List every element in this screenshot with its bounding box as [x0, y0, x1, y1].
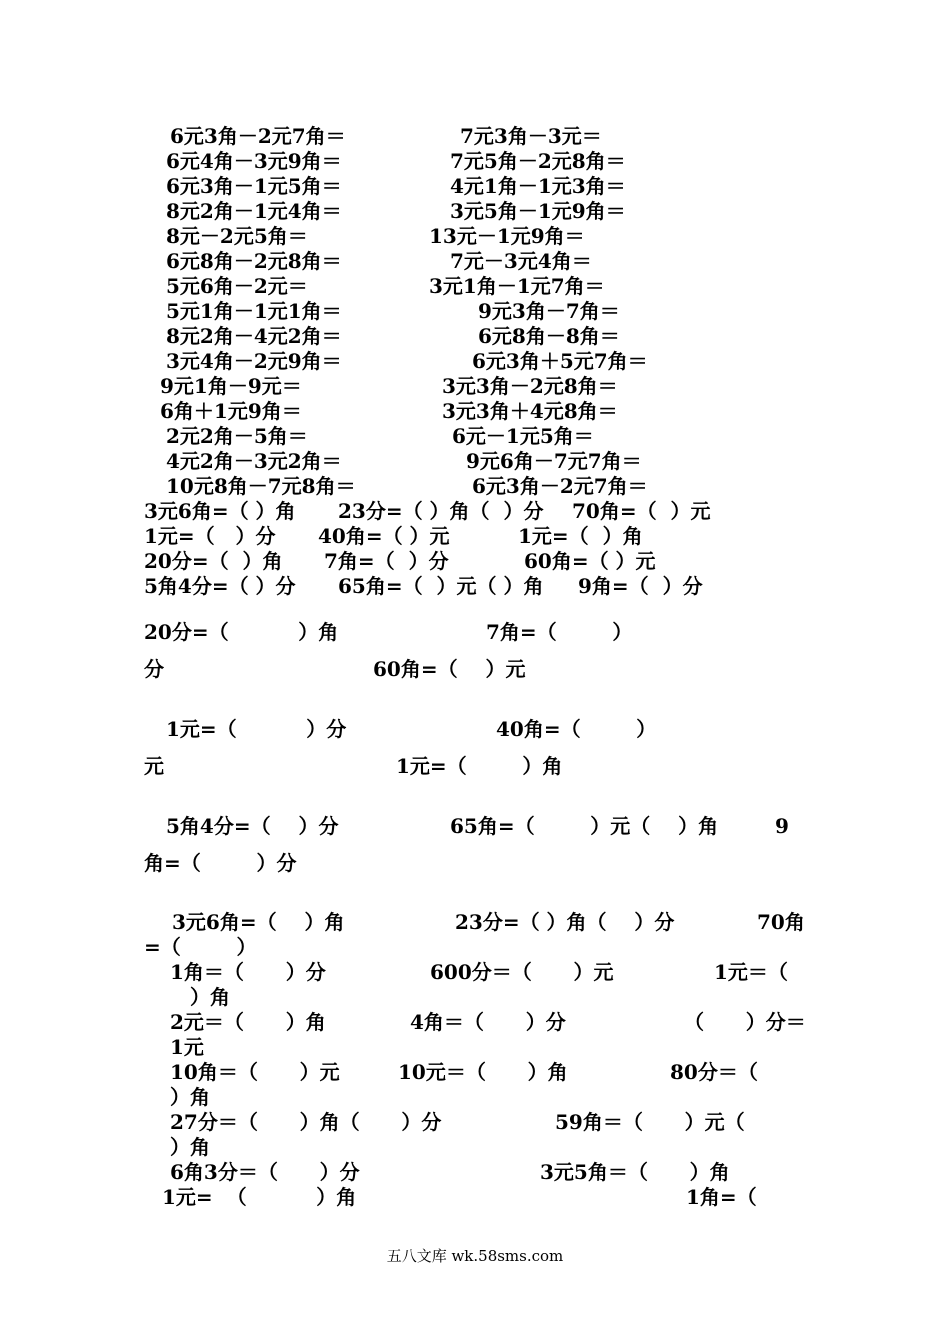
page-footer: 五八文库 wk.58sms.com [386, 1247, 564, 1265]
exercise-line: 60角=（ ）元 [373, 657, 526, 681]
exercise-line: 8元2角－4元2角＝ [166, 324, 342, 348]
exercise-line: 6元4角－3元9角＝ [166, 149, 342, 173]
exercise-line: 9元1角－9元＝ [160, 374, 302, 398]
exercise-line: 80分＝（ [670, 1060, 758, 1084]
exercise-line: 65角=（ ）元（ ）角 [338, 574, 544, 598]
exercise-line: 7角=（ ） [486, 620, 633, 644]
exercise-line: 3元6角=（ ）角 [172, 910, 345, 934]
exercise-line: 6角3分＝（ ）分 [170, 1160, 360, 1184]
exercise-line: 1角=（ [686, 1185, 757, 1209]
exercise-line: =（ ） [144, 935, 257, 959]
exercise-line: 3元5角＝（ ）角 [540, 1160, 730, 1184]
exercise-line: 4角＝（ ）分 [410, 1010, 566, 1034]
exercise-line: 2元＝（ ）角 [170, 1010, 326, 1034]
exercise-line: 5角4分=（ ）分 [166, 814, 339, 838]
exercise-line: 6元8角－2元8角＝ [166, 249, 342, 273]
exercise-line: 3元4角－2元9角＝ [166, 349, 342, 373]
exercise-line: 23分=（ ）角（ ）分 [338, 499, 544, 523]
exercise-line: 8元－2元5角＝ [166, 224, 308, 248]
exercise-line: 分 [144, 657, 164, 681]
exercise-line: 6元3角－1元5角＝ [166, 174, 342, 198]
exercise-line: ）角 [170, 1085, 210, 1109]
exercise-line: 10元＝（ ）角 [398, 1060, 568, 1084]
exercise-line: 27分＝（ ）角（ ）分 [170, 1110, 442, 1134]
exercise-line: 70角=（ ）元 [572, 499, 711, 523]
exercise-line: ）角 [170, 1135, 210, 1159]
exercise-line: 7元－3元4角＝ [450, 249, 592, 273]
exercise-line: 1元=（ ）分 [166, 717, 347, 741]
exercise-line: 3元6角=（ ）角 [144, 499, 296, 523]
exercise-line: 5元1角－1元1角＝ [166, 299, 342, 323]
exercise-line: 9 [775, 814, 789, 838]
exercise-line: 2元2角－5角＝ [166, 424, 308, 448]
exercise-line: 7角=（ ）分 [324, 549, 449, 573]
exercise-line: 40角=（ ） [496, 717, 657, 741]
exercise-line: （ ）分＝ [684, 1010, 806, 1034]
exercise-line: 6元3角－2元7角＝ [170, 124, 346, 148]
exercise-line: 6元8角－8角＝ [478, 324, 620, 348]
exercise-line: 10角＝（ ）元 [170, 1060, 340, 1084]
exercise-line: 65角=（ ）元（ ）角 [450, 814, 719, 838]
exercise-line: 7元3角－3元＝ [460, 124, 602, 148]
exercise-line: 9角=（ ）分 [578, 574, 703, 598]
exercise-line: 9元6角－7元7角＝ [466, 449, 642, 473]
exercise-line: 13元－1元9角＝ [429, 224, 585, 248]
exercise-line: 5元6角－2元＝ [166, 274, 308, 298]
exercise-line: 20分=（ ）角 [144, 620, 339, 644]
exercise-line: 7元5角－2元8角＝ [450, 149, 626, 173]
exercise-line: 5角4分=（ ）分 [144, 574, 296, 598]
exercise-line: 1元=（ ）角 [396, 754, 563, 778]
exercise-line: 8元2角－1元4角＝ [166, 199, 342, 223]
exercise-line: 20分=（ ）角 [144, 549, 283, 573]
exercise-line: 6元－1元5角＝ [452, 424, 594, 448]
exercise-line: 3元1角－1元7角＝ [429, 274, 605, 298]
exercise-line: 3元3角－2元8角＝ [442, 374, 618, 398]
exercise-line: 70角 [757, 910, 805, 934]
exercise-line: 1元＝（ [714, 960, 788, 984]
exercise-line: 9元3角－7角＝ [478, 299, 620, 323]
exercise-line: 60角=（ ）元 [524, 549, 656, 573]
exercise-line: 4元1角－1元3角＝ [450, 174, 626, 198]
exercise-line: 10元8角－7元8角＝ [166, 474, 356, 498]
exercise-line: 600分＝（ ）元 [430, 960, 614, 984]
exercise-line: 3元3角＋4元8角＝ [442, 399, 618, 423]
exercise-line: ）角 [190, 985, 230, 1009]
exercise-line: 6元3角－2元7角＝ [472, 474, 648, 498]
exercise-line: 4元2角－3元2角＝ [166, 449, 342, 473]
exercise-line: 1元 [170, 1035, 204, 1059]
exercise-line: 1元=（ ）角 [518, 524, 643, 548]
exercise-line: 1元=（ ）分 [144, 524, 276, 548]
exercise-line: 角=（ ）分 [144, 851, 297, 875]
exercise-line: 1元= （ ）角 [162, 1185, 357, 1209]
exercise-line: 40角=（ ）元 [318, 524, 450, 548]
exercise-line: 6元3角＋5元7角＝ [472, 349, 648, 373]
exercise-line: 6角＋1元9角＝ [160, 399, 302, 423]
exercise-line: 59角＝（ ）元（ [555, 1110, 745, 1134]
exercise-line: 元 [144, 754, 164, 778]
exercise-line: 1角＝（ ）分 [170, 960, 326, 984]
exercise-line: 3元5角－1元9角＝ [450, 199, 626, 223]
exercise-line: 23分=（ ）角（ ）分 [455, 910, 675, 934]
